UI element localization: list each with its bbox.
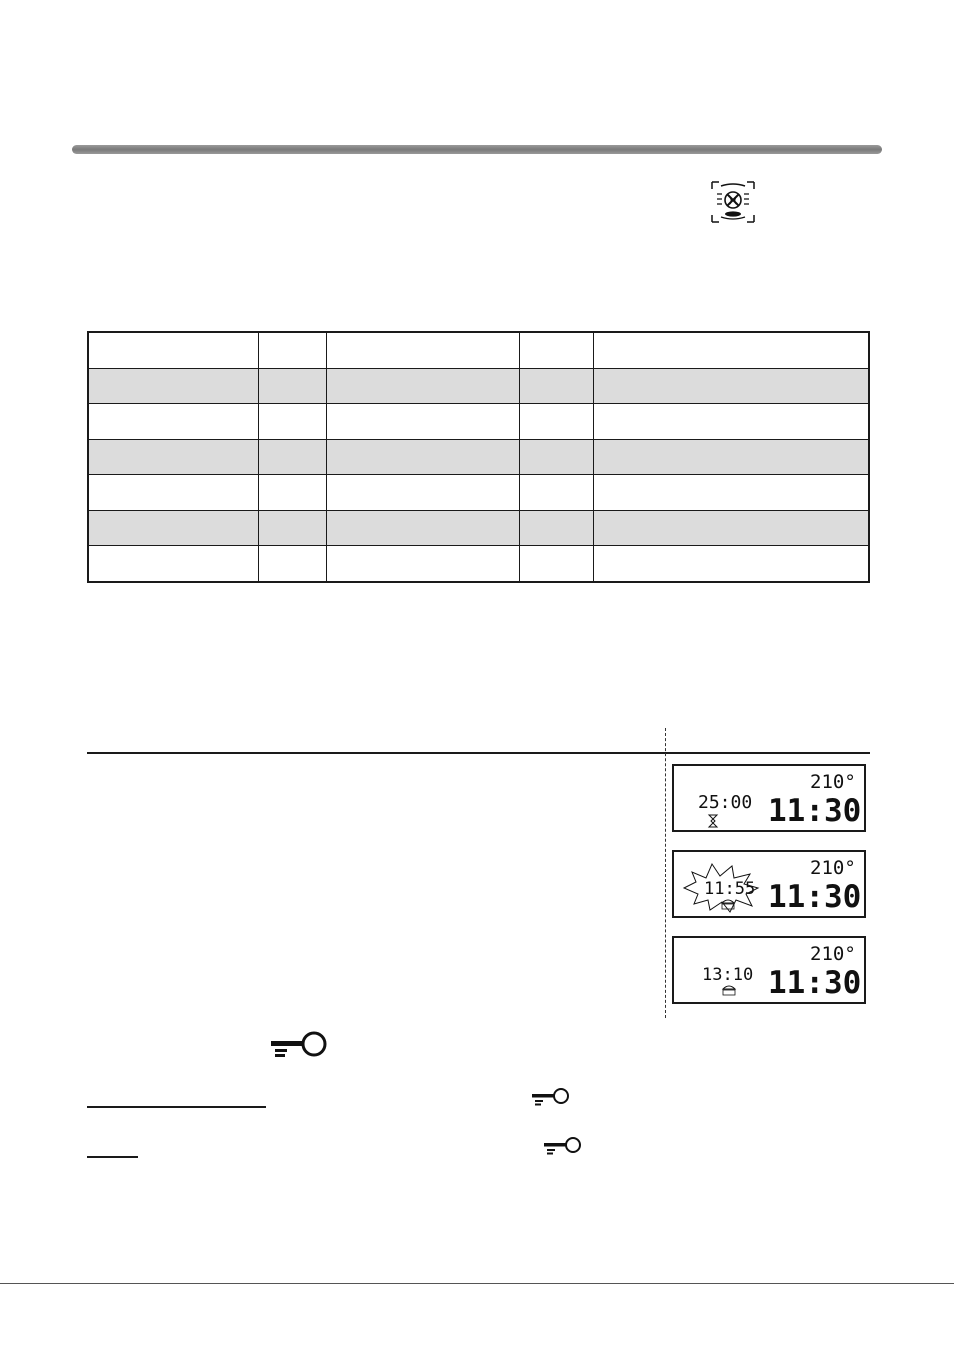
hourglass-icon: [709, 815, 717, 827]
table-row: [88, 510, 869, 546]
heading-underline: [87, 1106, 266, 1108]
lcd-display-timer: [672, 764, 866, 832]
end-icon: [723, 986, 735, 995]
table-row: [88, 439, 869, 475]
settings-table: [87, 331, 870, 583]
fan-heating-icon: [709, 179, 757, 225]
table-row: [88, 332, 869, 368]
display-timer: 13:10: [702, 965, 754, 985]
table-row: [88, 475, 869, 511]
section-rule: [87, 752, 870, 754]
table-row: [88, 368, 869, 404]
heading-underline: [87, 1156, 138, 1158]
table-row: [88, 404, 869, 440]
table-row: [88, 546, 869, 582]
key-lock-icon: [543, 1136, 583, 1161]
display-temperature: 210°: [810, 943, 856, 965]
display-clock: 11:30: [768, 965, 862, 1001]
lcd-display-end-flashing: [672, 850, 866, 918]
dashed-separator: [665, 728, 666, 1018]
key-lock-icon: [531, 1087, 571, 1112]
footer-rule: [0, 1283, 954, 1284]
header-rule: [72, 145, 882, 154]
display-temperature: 210°: [810, 857, 856, 879]
lcd-display-end: [672, 936, 866, 1004]
display-timer: 25:00: [698, 792, 753, 813]
display-clock: 11:30: [768, 793, 862, 829]
display-clock: 11:30: [768, 879, 862, 915]
key-lock-icon: [270, 1030, 330, 1065]
display-temperature: 210°: [810, 771, 856, 793]
display-timer: 11:55: [704, 879, 756, 899]
